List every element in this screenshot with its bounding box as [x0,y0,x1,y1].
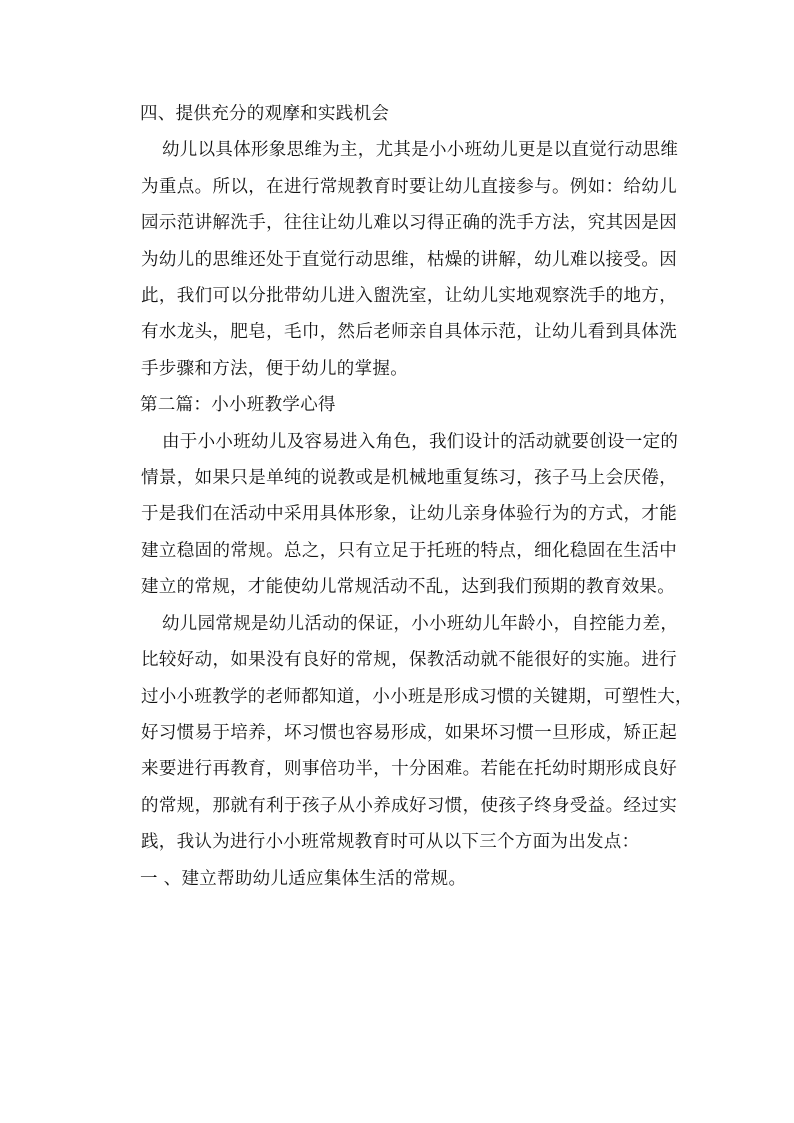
paragraph-observation [120,132,677,387]
paragraph-line: 有水龙头，肥皂，毛巾，然后老师亲自具体示范，让幼儿看到具体洗 [141,322,677,343]
paragraph-line: 由于小小班幼儿及容易进入角色，我们设计的活动就要创设一定的 [162,431,679,452]
paragraph-line: 过小小班教学的老师都知道，小小班是形成习惯的关键期，可塑性大， [141,686,693,707]
paragraph-line: 此，我们可以分批带幼儿进入盥洗室，让幼儿实地观察洗手的地方， [141,286,677,307]
paragraph-line: 幼儿园常规是幼儿活动的保证，小小班幼儿年龄小，自控能力差， [162,613,679,634]
paragraph-line: 情景，如果只是单纯的说教或是机械地重复练习，孩子马上会厌倦， [141,468,677,489]
paragraph-line: 于是我们在活动中采用具体形象，让幼儿亲身体验行为的方式，才能 [141,504,677,525]
paragraph-line: 践，我认为进行小小班常规教育时可从以下三个方面为出发点： [141,832,640,853]
paragraph-role-play [120,424,677,606]
paragraph-line: 来要进行再教育，则事倍功半，十分困难。若能在托幼时期形成良好 [141,759,677,780]
section-one-heading: 一 、建立帮助幼儿适应集体生活的常规。 [140,868,467,889]
paragraph-line: 好习惯易于培养，坏习惯也容易形成，如果坏习惯一旦形成，矫正起 [141,722,677,743]
paragraph-line: 园示范讲解洗手，往往让幼儿难以习得正确的洗手方法，究其因是因 [141,213,677,234]
paragraph-line: 建立稳固的常规。总之，只有立足于托班的特点，细化稳固在生活中 [141,540,677,561]
section-four-heading: 四、提供充分的观摩和实践机会 [140,104,390,124]
paragraph-line: 为幼儿的思维还处于直觉行动思维，枯燥的讲解，幼儿难以接受。因 [141,249,677,270]
paragraph-routine [120,606,693,861]
paragraph-line: 比较好动，如果没有良好的常规，保教活动就不能很好的实施。进行 [141,650,677,671]
paragraph-line: 为重点。所以，在进行常规教育时要让幼儿直接参与。例如：给幼儿 [141,176,677,197]
paragraph-line: 建立的常规，才能使幼儿常规活动不乱，达到我们预期的教育效果。 [141,577,675,598]
paragraph-line: 幼儿以具体形象思维为主，尤其是小小班幼儿更是以直觉行动思维 [162,140,679,161]
part-two-heading: 第二篇：小小班教学心得 [140,395,336,416]
paragraph-line: 手步骤和方法，便于幼儿的掌握。 [141,358,408,379]
document-body [120,96,693,897]
paragraph-line: 的常规，那就有利于孩子从小养成好习惯，使孩子终身受益。经过实 [141,795,677,816]
